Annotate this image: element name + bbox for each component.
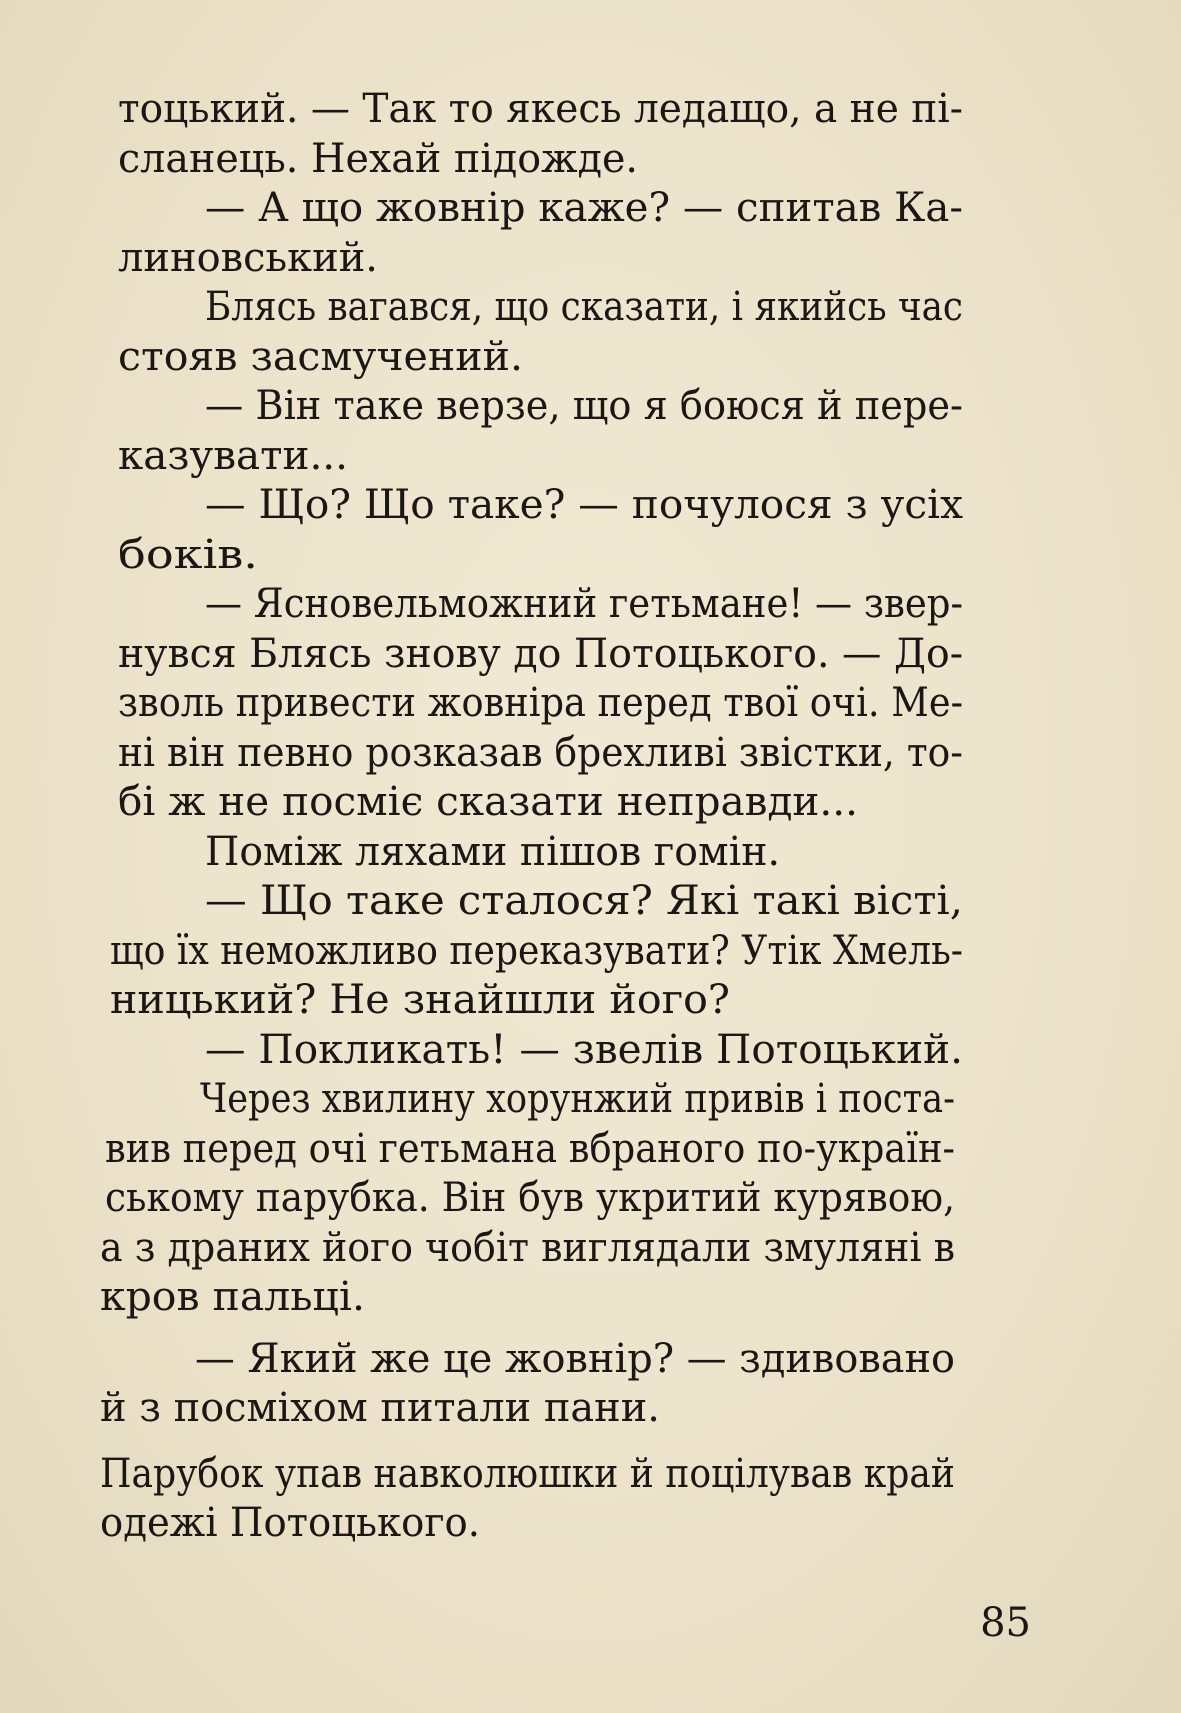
text-line: — Що? Що таке? — почулося з усіх — [205, 482, 964, 528]
text-line: зволь привести жовніра перед твої очі. Ме- — [118, 680, 963, 726]
text-line: ницький? Не знайшли його? — [110, 977, 731, 1023]
text-line: вив перед очі гетьмана вбраного по-україн- — [105, 1126, 955, 1172]
text-line: бі ж не посміє сказати неправди... — [118, 779, 858, 825]
text-line: кров пальці. — [100, 1274, 365, 1320]
text-line: стояв засмучений. — [118, 334, 523, 380]
text-line: Поміж ляхами пішов гомін. — [205, 829, 780, 875]
text-line: ні він певно розказав брехливі звістки, то- — [118, 730, 963, 776]
text-line: а з драних його чобіт виглядали змуляні в — [100, 1225, 955, 1271]
text-line: одежі Потоцького. — [100, 1500, 481, 1546]
text-line: — Що таке сталося? Які такі вісті, — [205, 878, 964, 924]
text-line: — А що жовнір каже? — спитав Ка- — [205, 185, 963, 231]
text-line: нувся Блясь знову до Потоцького. — До- — [118, 631, 964, 677]
text-line: — Покликать! — звелів Потоцький. — [205, 1027, 963, 1073]
text-line: казувати... — [118, 433, 349, 479]
text-line: тоцький. — Так то якесь ледащо, а не пі- — [118, 86, 964, 132]
text-line: боків. — [118, 532, 259, 578]
text-line: Блясь вагався, що сказати, і якийсь час — [205, 284, 963, 330]
text-line: сланець. Нехай підожде. — [118, 136, 638, 182]
text-line: Через хвилину хорунжий привів і поста- — [200, 1076, 955, 1122]
text-line: що їх неможливо переказувати? Утік Хмель- — [110, 928, 963, 974]
page-number: 85 — [980, 1600, 1031, 1646]
text-line: — Який же це жовнір? — здивовано — [195, 1336, 955, 1382]
text-line: й з посміхом питали пани. — [100, 1385, 660, 1431]
text-line: — Він таке верзе, що я боюся й пере- — [205, 383, 963, 429]
text-line: Парубок упав навколюшки й поцілував край — [100, 1451, 955, 1497]
text-line: — Ясновельможний гетьмане! — звер- — [205, 581, 964, 627]
text-line: линовський. — [118, 235, 378, 281]
text-line: ському парубка. Він був укритий курявою, — [105, 1175, 956, 1221]
